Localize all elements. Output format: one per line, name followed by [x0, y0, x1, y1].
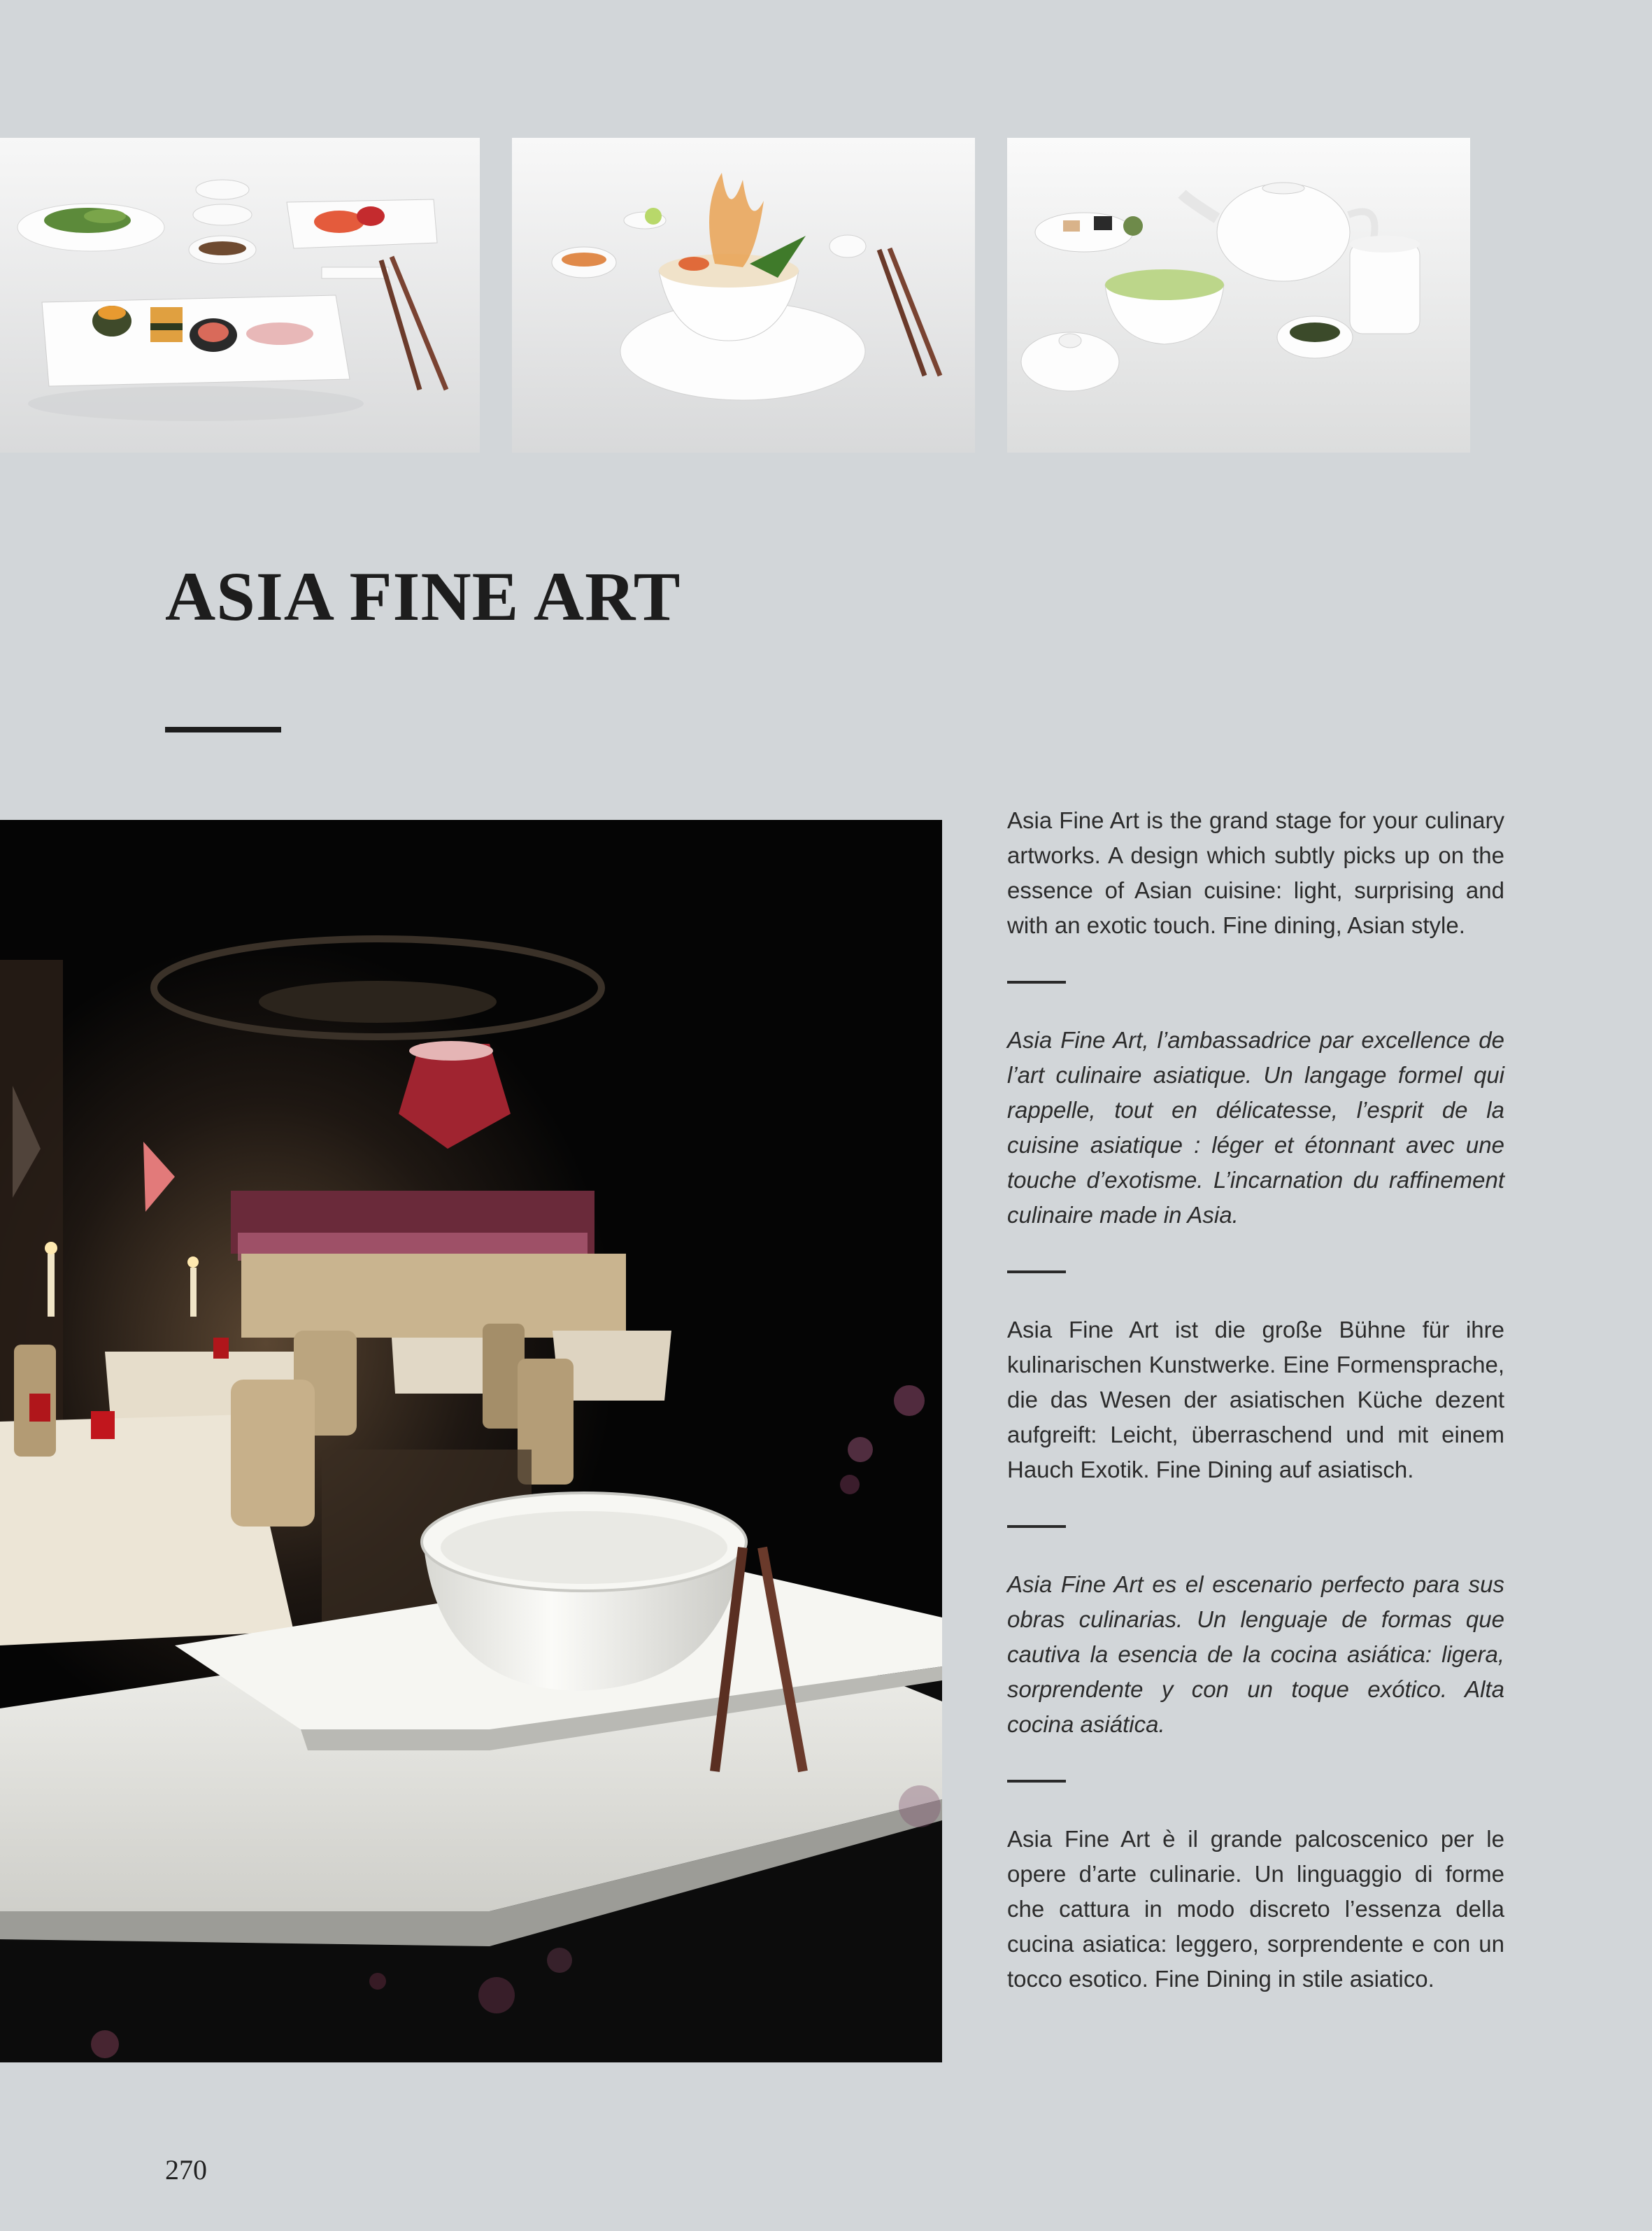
divider: [1007, 1270, 1066, 1273]
tea-set-photo: [1007, 138, 1470, 453]
paragraph-french: Asia Fine Art, l’ambassadrice par excellence de l’art culinaire asiatique. Un langage formel qui rappelle, tout en délicatesse, l’esprit de la cuisine asiatique : léger et étonnant avec une touche d’exotisme. L’incarnation du raffinement culinaire made in Asia.: [1007, 1027, 1504, 1228]
soup-bowl-plate-photo: [512, 138, 975, 453]
page-number: 270: [165, 2154, 207, 2186]
description-column: [1007, 803, 1504, 1997]
page-title: ASIA FINE ART: [165, 558, 681, 635]
restaurant-table-setting-photo: [0, 820, 942, 2062]
paragraph-italian: Asia Fine Art è il grande palcoscenico per le opere d’arte culinarie. Un linguaggio di forme che cattura in modo discreto l’essenza della cucina asiatica: leggero, sorprendente e con un tocco esotico. Fine Dining in stile asiatico.: [1007, 1826, 1504, 1992]
paragraph-spanish: Asia Fine Art es el escenario perfecto para sus obras culinarias. Un lenguaje de formas que cautiva la esencia de la cocina asiática: ligera, sorprendente y con un toque exótico. Alta cocina asiática.: [1007, 1571, 1504, 1737]
paragraph-english: Asia Fine Art is the grand stage for your culinary artworks. A design which subtly picks up on the essence of Asian cuisine: light, surprising and with an exotic touch. Fine dining, Asian style.: [1007, 807, 1504, 938]
title-underline: [165, 727, 281, 732]
divider: [1007, 1525, 1066, 1528]
divider: [1007, 1780, 1066, 1783]
divider: [1007, 981, 1066, 984]
paragraph-german: Asia Fine Art ist die große Bühne für ihre kulinarischen Kunstwerke. Eine Formensprache, die das Wesen der asiatischen Küche dezent aufgreift: Leicht, überraschend und mit einem Hauch Exotik. Fine Dining auf asiatisch.: [1007, 1317, 1504, 1482]
sushi-set-photo: [0, 138, 480, 453]
